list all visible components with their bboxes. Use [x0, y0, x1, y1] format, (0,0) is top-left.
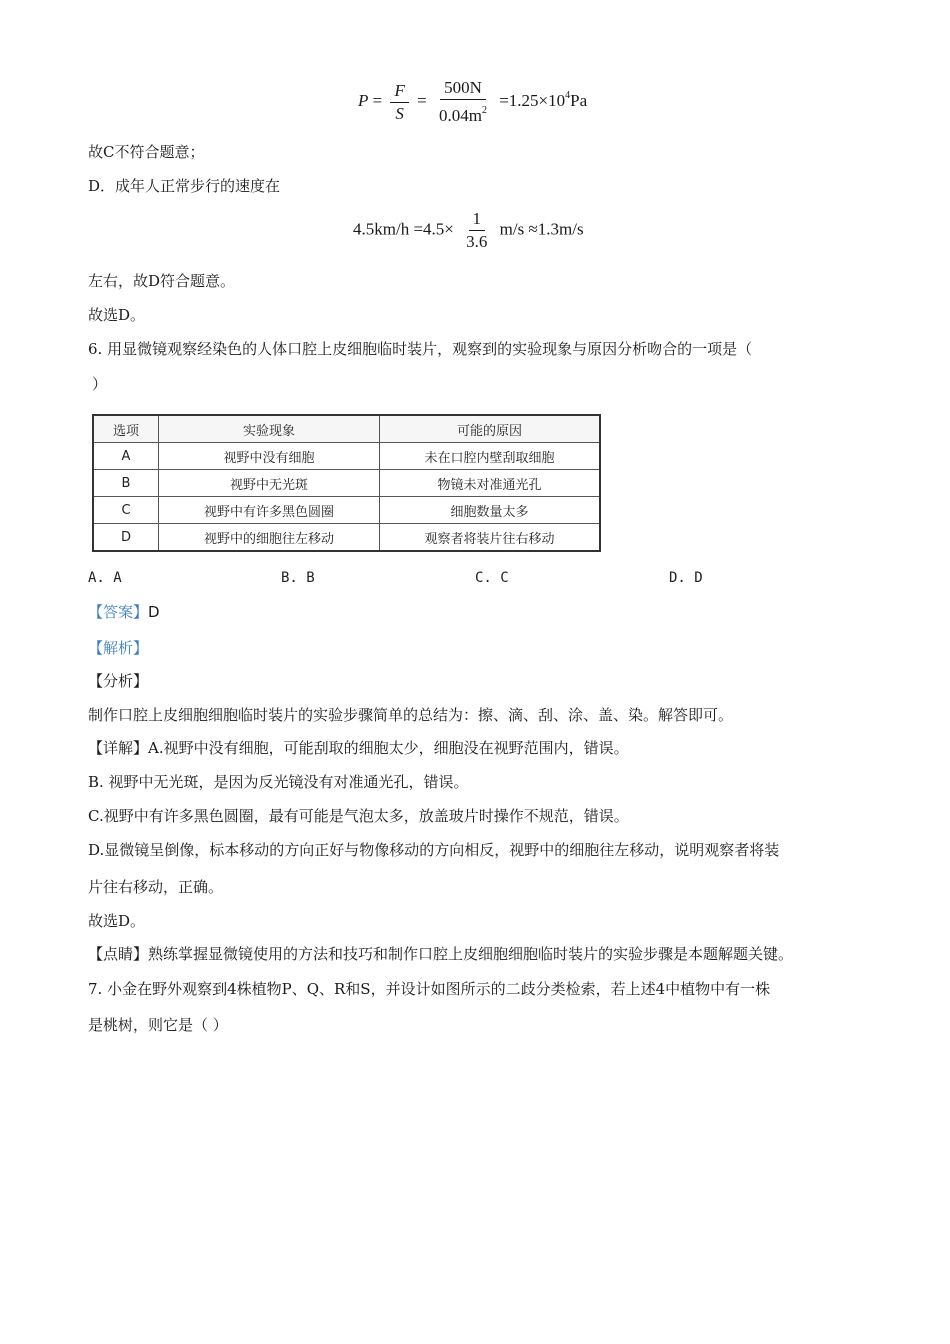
fraction-numerator: F [390, 81, 408, 103]
table-row [93, 497, 600, 524]
table-header: 可能的原因 [380, 415, 601, 443]
choose-line: 故选D。 [88, 912, 146, 930]
table-cell: 未在口腔内壁刮取细胞 [380, 443, 601, 470]
fraction-one-over-3-6 [462, 209, 491, 252]
table-row [93, 443, 600, 470]
formula-eq: = [372, 90, 383, 110]
fraction-denominator: S [395, 103, 404, 123]
fraction-denominator: $0.04m^2$ [438, 105, 487, 125]
formula-result: $=1.25\times 10^4Pa$ [499, 89, 588, 110]
table-cell: 物镜未对准通光孔 [380, 470, 601, 497]
text-line: 左右，故D符合题意。 [88, 272, 236, 290]
fraction-denominator: 3.6 [466, 232, 488, 251]
answer-line [88, 601, 160, 623]
option-a: A. A [88, 570, 122, 586]
speed-left: 4.5km/h =4.5× [353, 219, 454, 239]
analysis-label: 【分析】 [88, 672, 149, 690]
table-cell: 视野中无光斑 [159, 470, 380, 497]
tip-line [88, 943, 793, 965]
table-cell: D [93, 524, 159, 552]
table-row [93, 470, 600, 497]
table-cell: 视野中的细胞往左移动 [159, 524, 380, 552]
detail-d-1: D.显微镜呈倒像，标本移动的方向正好与物像移动的方向相反，视野中的细胞往左移动，说明观察者将装 [88, 841, 780, 859]
detail-b: B. 视野中无光斑，是因为反光镜没有对准通光孔，错误。 [88, 773, 469, 791]
answer-label: 【答案】 [88, 603, 149, 621]
fraction-f-over-s [390, 81, 408, 124]
detail-a: A.视野中没有细胞，可能刮取的细胞太少，细胞没在视野范围内，错误。 [148, 739, 629, 757]
text-line: 故C不符合题意； [88, 143, 205, 161]
table-cell: 观察者将装片往右移动 [380, 524, 601, 552]
formula-eq: = [417, 90, 427, 110]
option-c: C. C [475, 570, 509, 586]
table-cell: 视野中没有细胞 [159, 443, 380, 470]
table-cell: A [93, 443, 159, 470]
detail-a-line [88, 737, 629, 759]
experiment-table [92, 414, 601, 552]
pressure-formula [358, 78, 587, 126]
table-header: 实验现象 [159, 415, 380, 443]
fraction-values [435, 78, 491, 126]
speed-right: m/s ≈1.3m/s [499, 219, 584, 239]
text-line: D．成年人正常步行的速度在 [88, 177, 281, 195]
answer-value: D [148, 603, 160, 621]
speed-formula [353, 209, 584, 252]
question-6-stem: 6. 用显微镜观察经染色的人体口腔上皮细胞临时装片，观察到的实验现象与原因分析吻合的一项是（ [88, 340, 753, 358]
explanation-label: 【解析】 [88, 639, 149, 657]
option-b: B. B [281, 570, 315, 586]
tip-text: 熟练掌握显微镜使用的方法和技巧和制作口腔上皮细胞细胞临时装片的实验步骤是本题解题关键。 [148, 945, 794, 963]
fraction-numerator: 500N [440, 78, 486, 100]
question-7-line-2: 是桃树，则它是（ ） [88, 1016, 228, 1034]
tip-label: 【点睛】 [88, 945, 149, 963]
table-header: 选项 [93, 415, 159, 443]
table-cell: 细胞数量太多 [380, 497, 601, 524]
option-d: D. D [669, 570, 703, 586]
table-cell: 视野中有许多黑色圆圈 [159, 497, 380, 524]
text-line: 故选D。 [88, 306, 146, 324]
question-6-stem-end: ） [92, 375, 108, 393]
table-row [93, 524, 600, 552]
detail-d-2: 片往右移动，正确。 [88, 878, 224, 896]
table-cell: C [93, 497, 159, 524]
detail-c: C.视野中有许多黑色圆圈，最有可能是气泡太多，放盖玻片时操作不规范，错误。 [88, 807, 629, 825]
fraction-numerator: 1 [469, 209, 486, 231]
analysis-text: 制作口腔上皮细胞细胞临时装片的实验步骤简单的总结为：擦、滴、刮、涂、盖、染。解答即可。 [88, 706, 734, 724]
table-header-row [93, 415, 600, 443]
question-7-line-1: 7. 小金在野外观察到4株植物P、Q、R和S，并设计如图所示的二歧分类检索，若上述4中植物中有一株 [88, 980, 771, 998]
detail-label: 【详解】 [88, 739, 149, 757]
table-cell: B [93, 470, 159, 497]
formula-p: P [358, 90, 369, 110]
